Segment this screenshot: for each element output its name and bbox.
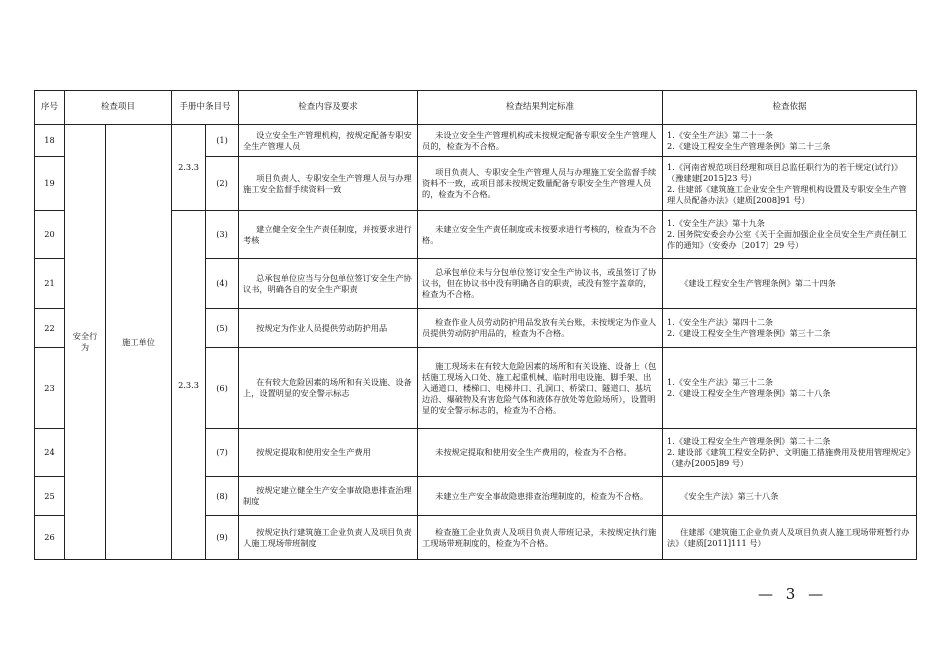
row-number: 18 xyxy=(35,125,65,157)
sub-item-number: (8) xyxy=(206,477,239,516)
basis-cell xyxy=(663,259,917,309)
basis-cell xyxy=(663,516,917,560)
header-content: 检查内容及要求 xyxy=(239,91,418,125)
basis-line: 《建设工程安全生产管理条例》第二十四条 xyxy=(680,278,836,288)
criteria-cell: 施工现场未在有较大危险因素的场所和有关设施、设备上（包括施工现场入口处、施工起重机械、临时用电设施、脚手架、出入通道口、楼梯口、电梯井口、孔洞口、桥梁口、隧道口、基坑边沿、爆破物及有害危险气体和液体存放处等危险场所），设置明显的安全警示标志的，检查为不合格。 xyxy=(418,348,663,429)
content-cell: 建立健全安全生产责任制度，并按要求进行考核 xyxy=(239,211,418,259)
criteria-cell: 检查施工企业负责人及项目负责人带班记录，未按规定执行施工现场带班制度的，检查为不合格。 xyxy=(418,516,663,560)
content-cell: 按规定提取和使用安全生产费用 xyxy=(239,429,418,477)
sub-item-number: (4) xyxy=(206,259,239,309)
header-basis: 检查依据 xyxy=(663,91,917,125)
criteria-cell: 总承包单位未与分包单位签订安全生产协议书，或虽签订了协议书，但在协议书中没有明确各自的职责，或没有签字盖章的，检查为不合格。 xyxy=(418,259,663,309)
row-number: 19 xyxy=(35,157,65,211)
inspection-table xyxy=(34,90,917,560)
subject-cell: 施工单位 xyxy=(106,125,172,560)
content-cell: 设立安全生产管理机构，按规定配备专职安全生产管理人员 xyxy=(239,125,418,157)
content-cell: 按规定执行建筑施工企业负责人及项目负责人施工现场带班制度 xyxy=(239,516,418,560)
row-number: 24 xyxy=(35,429,65,477)
criteria-cell: 未建立生产安全事故隐患排查治理制度的，检查为不合格。 xyxy=(418,477,663,516)
content-cell: 按规定建立健全生产安全事故隐患排查治理制度 xyxy=(239,477,418,516)
basis-cell xyxy=(663,309,917,348)
basis-cell xyxy=(663,429,917,477)
criteria-cell: 项目负责人、专职安全生产管理人员与办理施工安全监督手续资料不一致，或项目部未按规定数量配备专职安全生产管理人员的，检查为不合格。 xyxy=(418,157,663,211)
row-number: 23 xyxy=(35,348,65,429)
basis-line: 2. 国务院安委会办公室《关于全面加强企业全员安全生产责任制工作的通知》（安委办〔2017〕29 号） xyxy=(667,229,907,250)
content-cell: 按规定为作业人员提供劳动防护用品 xyxy=(239,309,418,348)
row-number: 25 xyxy=(35,477,65,516)
section-cell-b: 2.3.3 xyxy=(172,211,206,560)
basis-cell xyxy=(663,211,917,259)
basis-line: 1.《安全生产法》第二十一条 xyxy=(667,129,774,140)
sub-item-number: (2) xyxy=(206,157,239,211)
basis-line: 1.《安全生产法》第三十二条 xyxy=(667,377,774,387)
sub-item-number: (9) xyxy=(206,516,239,560)
basis-cell xyxy=(663,157,917,211)
sub-item-number: (6) xyxy=(206,348,239,429)
basis-line: 1.《建设工程安全生产管理条例》第二十二条 xyxy=(667,436,831,446)
section-cell-a: 2.3.3 xyxy=(172,125,206,211)
basis-line: 《安全生产法》第三十八条 xyxy=(680,490,779,501)
basis-cell xyxy=(663,477,917,516)
table-row xyxy=(35,125,917,157)
header-manual: 手册中条目号 xyxy=(172,91,239,125)
sub-item-number: (1) xyxy=(206,125,239,157)
basis-line: 2.《建设工程安全生产管理条例》第三十二条 xyxy=(667,328,831,338)
table-header-row xyxy=(35,91,917,125)
basis-line: 1.《安全生产法》第十九条 xyxy=(667,218,765,228)
sub-item-number: (5) xyxy=(206,309,239,348)
basis-line: 2. 建设部《建筑工程安全防护、文明施工措施费用及使用管理规定》（建办[2005]89 号） xyxy=(667,447,911,468)
criteria-cell: 未按规定提取和使用安全生产费用的，检查为不合格。 xyxy=(418,429,663,477)
row-number: 20 xyxy=(35,211,65,259)
page-number: — 3 — xyxy=(758,585,828,603)
content-cell: 项目负责人、专职安全生产管理人员与办理施工安全监督手续资料一致 xyxy=(239,157,418,211)
header-criteria: 检查结果判定标准 xyxy=(418,91,663,125)
sub-item-number: (7) xyxy=(206,429,239,477)
row-number: 26 xyxy=(35,516,65,560)
category-cell: 安全行为 xyxy=(65,125,106,560)
basis-line: 2. 住建部《建筑施工企业安全生产管理机构设置及专职安全生产管理人员配备办法》（建质[2008]91 号） xyxy=(667,183,907,205)
basis-line: 2.《建设工程安全生产管理条例》第二十三条 xyxy=(667,140,831,151)
criteria-cell: 检查作业人员劳动防护用品发放有关台账，未按规定为作业人员提供劳动防护用品的，检查为不合格。 xyxy=(418,309,663,348)
criteria-cell: 未设立安全生产管理机构或未按规定配备专职安全生产管理人员的，检查为不合格。 xyxy=(418,125,663,157)
basis-line: 2.《建设工程安全生产管理条例》第二十八条 xyxy=(667,388,831,398)
basis-line: 住建部《建筑施工企业负责人及项目负责人施工现场带班暂行办法》（建质[2011]111 号） xyxy=(667,526,910,548)
header-seq: 序号 xyxy=(35,91,65,125)
row-number: 21 xyxy=(35,259,65,309)
sub-item-number: (3) xyxy=(206,211,239,259)
basis-cell xyxy=(663,125,917,157)
basis-line: 1.《河南省规范项目经理和项目总监任职行为的若干规定(试行)》（豫建建[2015]23 号） xyxy=(667,161,903,183)
row-number: 22 xyxy=(35,309,65,348)
basis-line: 1.《安全生产法》第四十二条 xyxy=(667,317,774,327)
criteria-cell: 未建立安全生产责任制度或未按要求进行考核的，检查为不合格。 xyxy=(418,211,663,259)
basis-cell xyxy=(663,348,917,429)
content-cell: 总承包单位应当与分包单位签订安全生产协议书，明确各自的安全生产职责 xyxy=(239,259,418,309)
content-cell: 在有较大危险因素的场所和有关设施、设备上，设置明显的安全警示标志 xyxy=(239,348,418,429)
header-item: 检查项目 xyxy=(65,91,172,125)
